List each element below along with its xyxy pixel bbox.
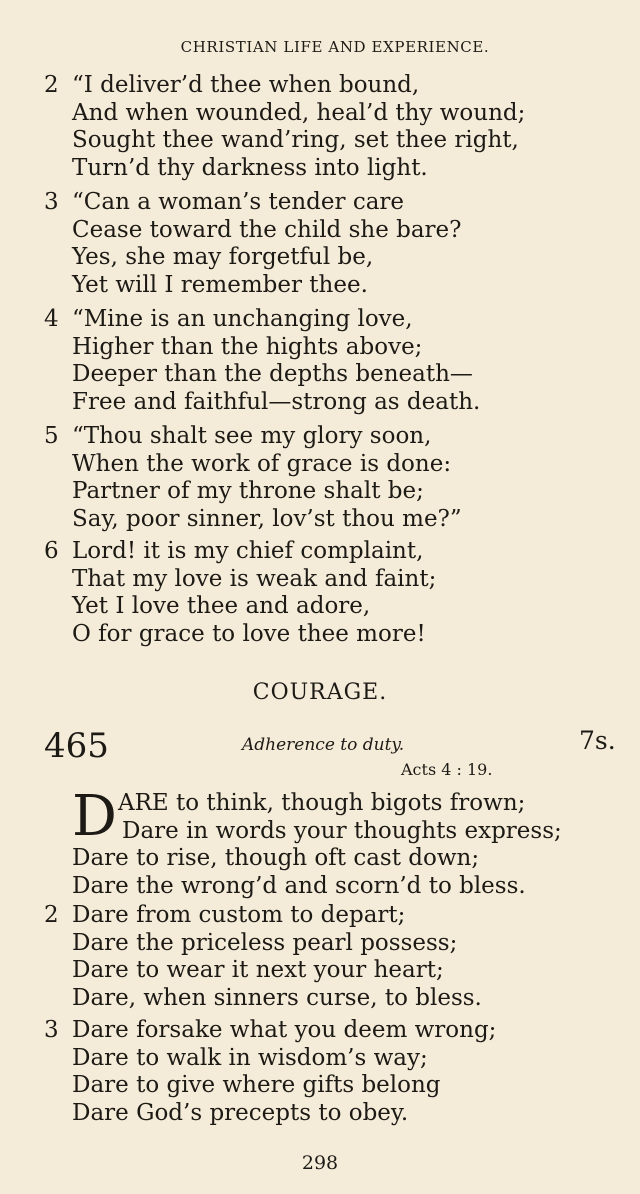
stanza-3	[44, 189, 624, 299]
verse-line: 2 “I deliver’d thee when bound,	[44, 72, 420, 98]
verse-line: That my love is weak and faint;	[72, 565, 437, 592]
verse-line: 3 Dare forsake what you deem wrong;	[44, 1017, 497, 1043]
verse-line: And when wounded, heal’d thy wound;	[72, 99, 526, 126]
verse-line: ARE to think, though bigots frown;	[118, 790, 526, 816]
stanza-number: 2	[44, 902, 59, 928]
verse-line: Dare, when sinners curse, to bless.	[72, 984, 482, 1011]
stanza-number: 6	[44, 538, 59, 564]
page-number: 298	[301, 1152, 339, 1174]
hymn-meter: 7s.	[579, 726, 616, 755]
verse-line: Dare to wear it next your heart;	[72, 957, 444, 983]
verse-line: O for grace to love thee more!	[72, 620, 426, 647]
verse-line: Dare the wrong’d and scorn’d to bless.	[72, 872, 526, 899]
verse-line: Cease toward the child she bare?	[72, 216, 462, 243]
verse-line: 4 “Mine is an unchanging love,	[44, 306, 413, 332]
verse-line: Sought thee wand’ring, set thee right,	[72, 127, 519, 153]
verse-line: Turn’d thy darkness into light.	[72, 154, 428, 181]
drop-cap: D	[72, 784, 117, 849]
verse-line: Dare God’s precepts to obey.	[72, 1099, 409, 1126]
stanza-465-2	[44, 902, 624, 1012]
stanza-number: 5	[44, 423, 59, 449]
stanza-465-3	[44, 1017, 624, 1127]
verse-line: 2 Dare from custom to depart;	[44, 902, 406, 928]
verse-line: Yet will I remember thee.	[72, 271, 368, 298]
verse-line: 3 “Can a woman’s tender care	[44, 189, 405, 215]
stanza-number: 3	[44, 189, 59, 215]
verse-line: Dare the priceless pearl possess;	[72, 929, 458, 956]
section-title: COURAGE.	[252, 680, 388, 705]
running-head: CHRISTIAN LIFE AND EXPERIENCE.	[180, 38, 490, 56]
hymn-subtitle: Adherence to duty.	[242, 735, 405, 755]
scripture-reference: Acts 4 : 19.	[401, 760, 493, 779]
stanza-2	[44, 72, 624, 182]
verse-line: Say, poor sinner, lov’st thou me?”	[72, 505, 462, 532]
stanza-4	[44, 306, 624, 416]
verse-line: Dare to give where gifts belong	[72, 1072, 441, 1098]
verse-line: Yet I love thee and adore,	[72, 593, 371, 619]
stanza-number: 2	[44, 72, 59, 98]
verse-line: Dare to rise, though oft cast down;	[72, 845, 480, 871]
verse-line: Deeper than the depths beneath—	[72, 361, 473, 387]
verse-line: Free and faithful—strong as death.	[72, 388, 481, 415]
stanza-number: 3	[44, 1017, 59, 1043]
verse-line: Dare to walk in wisdom’s way;	[72, 1044, 428, 1071]
verse-line: Higher than the hights above;	[72, 333, 423, 360]
stanza-5	[44, 423, 624, 533]
verse-line: 6 Lord! it is my chief complaint,	[44, 538, 424, 564]
stanza-1	[72, 784, 632, 900]
stanza-number: 4	[44, 306, 59, 332]
verse-line: Partner of my throne shalt be;	[72, 478, 424, 504]
stanza-6	[44, 538, 624, 648]
hymn-number: 465	[44, 726, 109, 766]
verse-line: When the work of grace is done:	[72, 450, 452, 477]
verse-line: Yes, she may forgetful be,	[72, 244, 374, 270]
verse-line: Dare in words your thoughts express;	[122, 817, 562, 844]
verse-line: 5 “Thou shalt see my glory soon,	[44, 423, 432, 449]
